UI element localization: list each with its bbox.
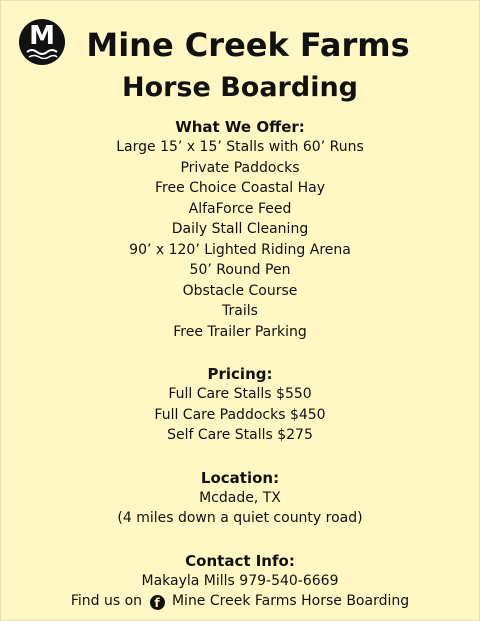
contact-name-phone: Makayla Mills 979-540-6669 <box>141 572 339 589</box>
page-subtitle: Horse Boarding <box>121 72 359 103</box>
offer-item: Free Choice Coastal Hay <box>154 180 326 196</box>
logo-letter: M <box>29 21 55 51</box>
pricing-item: Full Care Paddocks $450 <box>154 406 326 423</box>
offer-item: Daily Stall Cleaning <box>171 221 309 237</box>
logo-icon <box>19 19 65 65</box>
section-spacer <box>1 342 479 364</box>
section-spacer <box>1 446 479 468</box>
offer-item: Free Trailer Parking <box>173 323 307 340</box>
offer-item: Large 15’ x 15’ Stalls with 60’ Runs <box>116 139 364 155</box>
location-city: Mcdade, TX <box>199 489 281 506</box>
section-spacer <box>1 529 479 551</box>
main-content <box>1 117 479 591</box>
offer-item: Trails <box>222 303 258 319</box>
find-us-prefix: Find us on <box>70 593 143 609</box>
facebook-page-name: Mine Creek Farms Horse Boarding <box>171 593 410 609</box>
offer-item: 50’ Round Pen <box>189 262 291 278</box>
pricing-heading: Pricing: <box>207 365 273 383</box>
pricing-item: Self Care Stalls $275 <box>167 427 313 443</box>
page-title: Mine Creek Farms <box>86 26 410 64</box>
facebook-icon: f <box>150 595 165 610</box>
offer-item: 90’ x 120’ Lighted Riding Arena <box>129 241 351 258</box>
offer-item: Obstacle Course <box>182 282 298 299</box>
offer-heading: What We Offer: <box>175 118 305 136</box>
contact-heading: Contact Info: <box>185 551 295 570</box>
facebook-line <box>1 591 479 611</box>
pricing-item: Full Care Stalls $550 <box>168 386 312 402</box>
offer-item: AlfaForce Feed <box>188 200 292 217</box>
offer-item: Private Paddocks <box>180 159 300 176</box>
logo-wave-icon <box>19 19 65 65</box>
location-heading: Location: <box>200 468 280 487</box>
location-note: (4 miles down a quiet county road) <box>117 510 363 526</box>
